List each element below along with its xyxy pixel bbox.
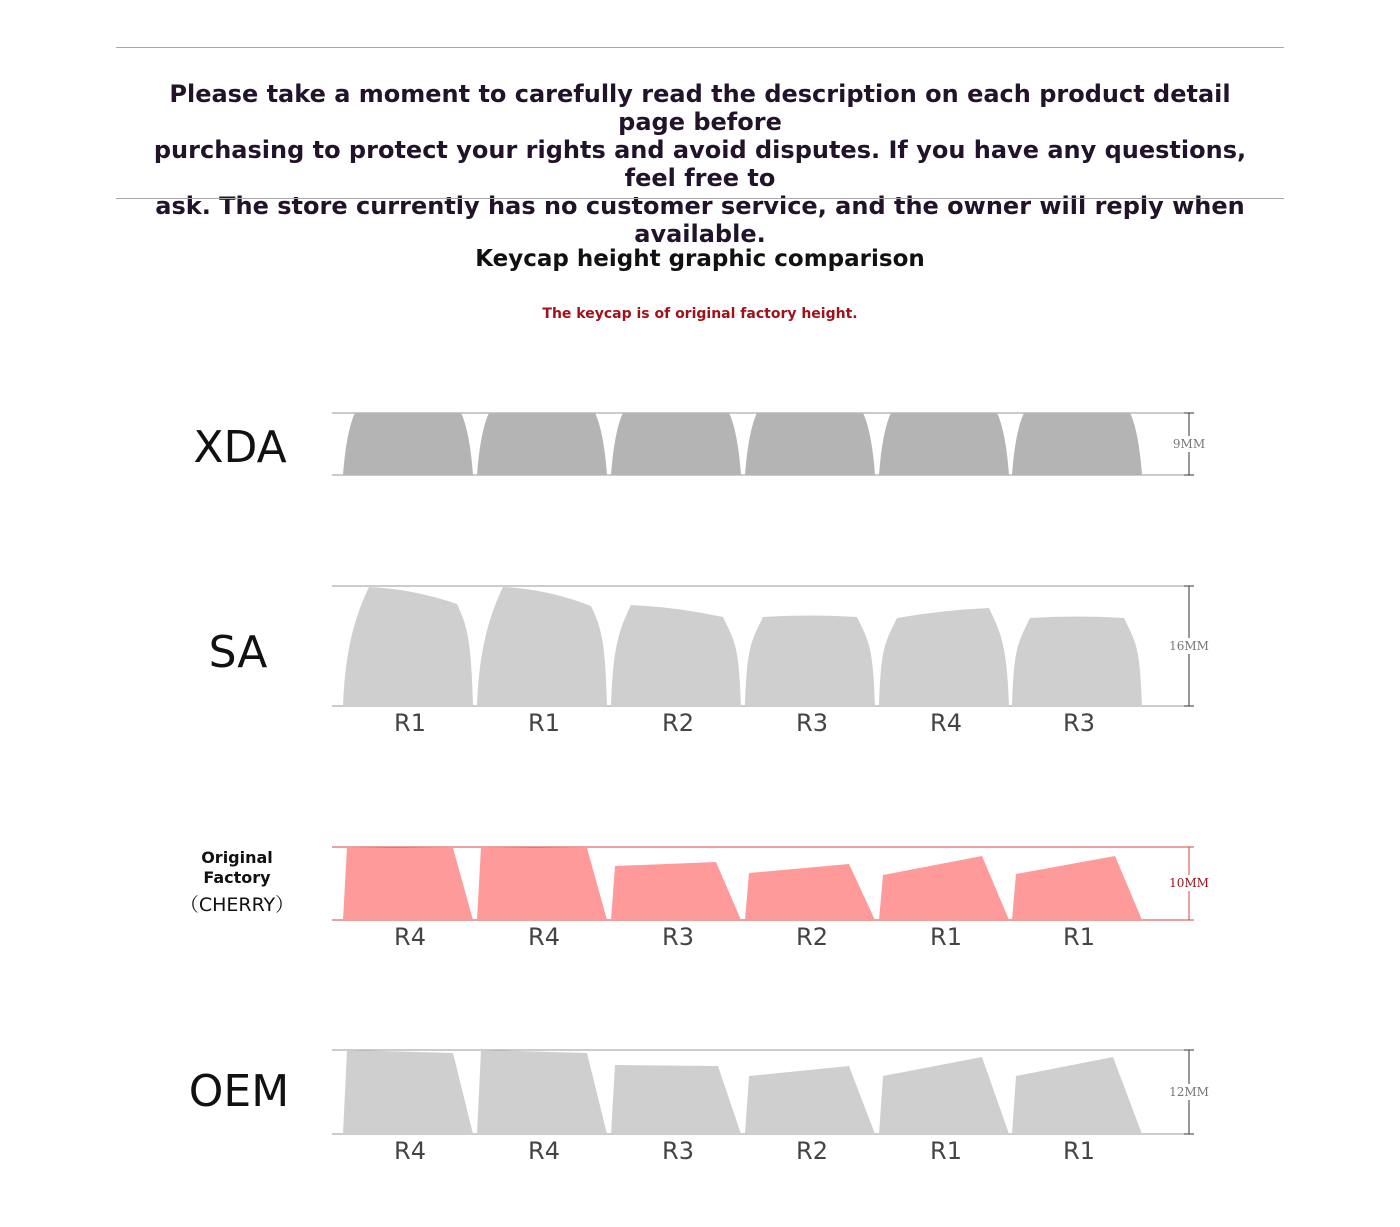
profile-name-cherry-sub: （CHERRY） <box>179 894 295 916</box>
height-label-xda: 9MM <box>1172 437 1206 451</box>
oem-keycap <box>745 1066 875 1134</box>
cherry-keycap <box>343 847 473 920</box>
row-label-sa: R1 <box>528 709 560 737</box>
xda-keycap <box>343 413 473 475</box>
keycap-row-oem <box>343 1050 1142 1134</box>
row-label-oem: R4 <box>394 1137 426 1165</box>
row-label-cherry: R3 <box>662 923 694 951</box>
sa-keycap <box>745 616 875 707</box>
xda-keycap <box>477 413 607 475</box>
profile-name-xda: XDA <box>193 422 287 473</box>
row-label-cherry: R4 <box>394 923 426 951</box>
sa-keycap <box>611 605 741 706</box>
profile-name-cherry-line1: Original <box>201 848 273 867</box>
oem-keycap <box>879 1057 1009 1134</box>
height-label-sa: 16MM <box>1169 639 1209 653</box>
cherry-keycap <box>1012 856 1142 920</box>
row-label-cherry: R2 <box>796 923 828 951</box>
sa-keycap <box>879 608 1009 706</box>
sa-keycap <box>477 587 607 706</box>
row-labels-sa <box>394 709 1095 737</box>
row-label-sa: R3 <box>1063 709 1095 737</box>
cherry-keycap <box>879 856 1009 920</box>
cherry-keycap <box>745 864 875 920</box>
sa-keycap <box>1012 617 1142 707</box>
profile-name-cherry-line2: Factory <box>203 868 271 887</box>
comparison-note: The keycap is of original factory height. <box>542 306 858 322</box>
keycap-row-cherry <box>343 847 1142 920</box>
oem-keycap <box>611 1065 741 1134</box>
row-label-oem: R1 <box>1063 1137 1095 1165</box>
row-labels-cherry <box>394 923 1095 951</box>
row-label-sa: R1 <box>394 709 426 737</box>
row-label-oem: R2 <box>796 1137 828 1165</box>
height-label-oem: 12MM <box>1169 1085 1209 1099</box>
xda-keycap <box>1012 413 1142 475</box>
oem-keycap <box>343 1050 473 1134</box>
oem-keycap <box>477 1050 607 1134</box>
profile-oem <box>189 1050 1212 1165</box>
cherry-keycap <box>611 862 741 920</box>
row-label-oem: R3 <box>662 1137 694 1165</box>
xda-keycap <box>745 413 875 475</box>
row-label-cherry: R1 <box>930 923 962 951</box>
row-label-sa: R2 <box>662 709 694 737</box>
keycap-row-sa <box>343 587 1142 706</box>
row-label-sa: R4 <box>930 709 962 737</box>
oem-keycap <box>1012 1057 1142 1134</box>
notice-line: purchasing to protect your rights and avoid disputes. If you have any questions, feel free to <box>153 136 1247 192</box>
height-label-cherry: 10MM <box>1169 876 1209 890</box>
keycap-row-xda <box>343 413 1142 475</box>
row-label-oem: R4 <box>528 1137 560 1165</box>
xda-keycap <box>879 413 1009 475</box>
profile-name-sa: SA <box>208 627 268 678</box>
row-label-cherry: R1 <box>1063 923 1095 951</box>
xda-keycap <box>611 413 741 475</box>
profile-sa <box>209 586 1212 737</box>
profile-name-oem: OEM <box>188 1066 290 1117</box>
notice-line: Please take a moment to carefully read the description on each product detail page before <box>169 80 1231 136</box>
profile-cherry <box>180 847 1212 951</box>
cherry-keycap <box>477 847 607 920</box>
notice-line: ask. The store currently has no customer service, and the owner will reply when available. <box>155 192 1245 248</box>
profile-xda <box>193 413 1210 475</box>
row-label-oem: R1 <box>930 1137 962 1165</box>
row-label-cherry: R4 <box>528 923 560 951</box>
sa-keycap <box>343 587 473 706</box>
row-labels-oem <box>394 1137 1095 1165</box>
row-label-sa: R3 <box>796 709 828 737</box>
comparison-title: Keycap height graphic comparison <box>475 246 925 272</box>
